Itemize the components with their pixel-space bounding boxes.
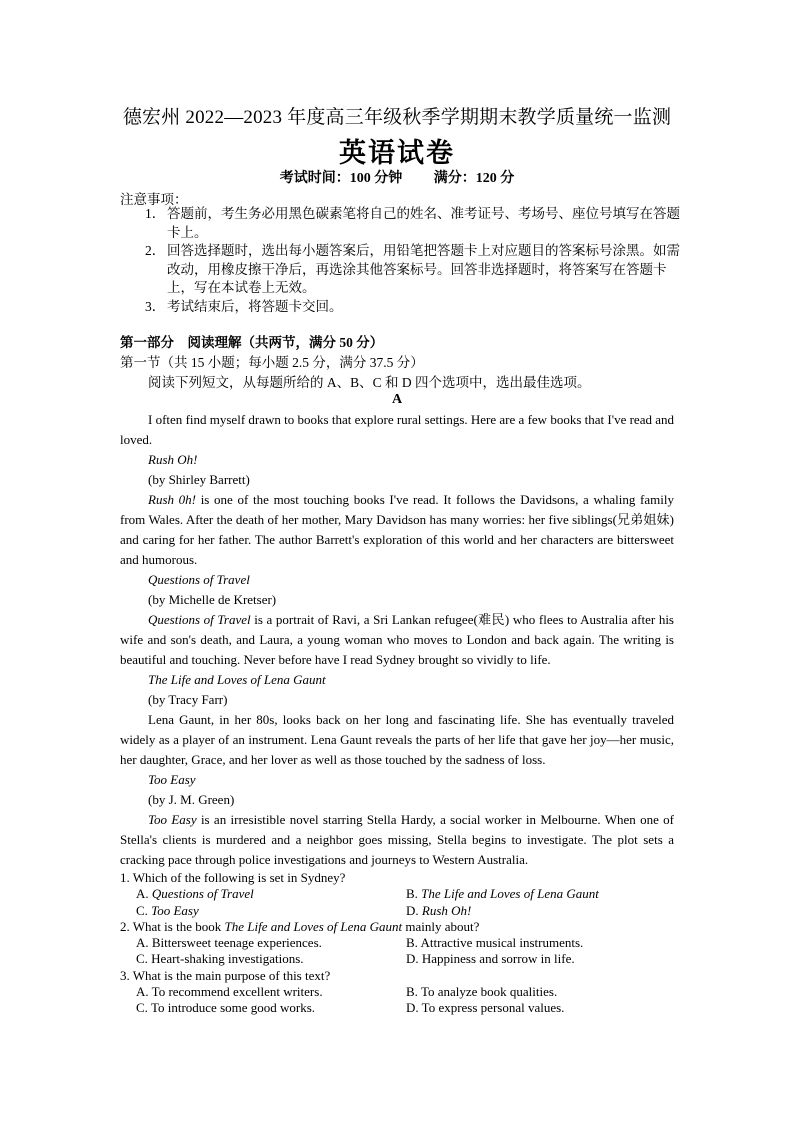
- option-c[interactable]: C. Heart-shaking investigations.: [136, 951, 304, 967]
- book-description: Questions of Travel is a portrait of Ravi, a Sri Lankan refugee(难民) who flees to Australia after his wife and son's death, and Laura, a young woman who moves to London and back again. The writing is beautiful and touching. Never before have I read Sydney brought so vividly to life.: [120, 612, 674, 667]
- book-title: Questions of Travel: [148, 572, 250, 587]
- exam-meta: [0, 167, 794, 187]
- passage-body: [120, 410, 674, 870]
- note-number: 3．: [145, 298, 166, 314]
- option-d[interactable]: D. Rush Oh!: [406, 902, 472, 918]
- section1-instruction: 阅读下列短文，从每题所给的 A、B、C 和 D 四个选项中，选出最佳选项。: [148, 375, 591, 390]
- option-d[interactable]: D. To express personal values.: [406, 1000, 565, 1016]
- option-b[interactable]: B. To analyze book qualities.: [406, 984, 558, 1000]
- passage-letter: A: [391, 392, 403, 407]
- note-item: [145, 242, 685, 298]
- note-number: 2．: [145, 243, 166, 258]
- book-author: (by Shirley Barrett): [148, 472, 250, 487]
- note-text: 答题前，考生务必用黑色碳素笔将自己的姓名、准考证号、考场号、座位号填写在答题卡上。: [167, 206, 680, 240]
- question-stem: 3. What is the main purpose of this text?: [120, 967, 331, 983]
- question-options: [120, 935, 680, 968]
- book-description: Lena Gaunt, in her 80s, looks back on her long and fascinating life. She has eventually traveled widely as a player of an instrument. Lena Gaunt reveals the parts of her life that gave her joy—her music, her daughter, Grace, and her lover as well as those touched by the sadness of loss.: [120, 712, 674, 767]
- option-b[interactable]: B. The Life and Loves of Lena Gaunt: [406, 886, 599, 902]
- book-author: (by Michelle de Kretser): [148, 592, 277, 607]
- book-title: Too Easy: [148, 772, 196, 787]
- book-author: (by Tracy Farr): [148, 692, 228, 707]
- full-score: 满分：120 分: [433, 171, 515, 186]
- exam-title-line1: 德宏州 2022—2023 年度高三年级秋季学期期末教学质量统一监测: [122, 107, 672, 128]
- exam-time: 考试时间：100 分钟: [279, 171, 403, 186]
- book-description: Rush 0h! is one of the most touching books I've read. It follows the Davidsons, a whaling family from Wales. After the death of her mother, Mary Davidson has many worries: her five siblings(兄弟姐妹) and caring for her father. The author Barrett's exploration of this world and her characters are bittersweet and humorous.: [120, 492, 674, 567]
- notes-heading: 注意事项：: [120, 192, 188, 207]
- question-options: [120, 886, 680, 919]
- note-item: [145, 205, 685, 242]
- option-c[interactable]: C. To introduce some good works.: [136, 1000, 316, 1016]
- note-text: 回答选择题时，选出每小题答案后，用铅笔把答题卡上对应题目的答案标号涂黑。如需改动，用橡皮擦干净后，再选涂其他答案标号。回答非选择题时，将答案写在答题卡上，写在本试卷上无效。: [167, 243, 680, 295]
- note-text: 考试结束后，将答题卡交回。: [167, 298, 343, 314]
- note-number: 1．: [145, 206, 166, 221]
- book-author: (by J. M. Green): [148, 792, 235, 807]
- option-d[interactable]: D. Happiness and sorrow in life.: [406, 951, 575, 967]
- questions: [120, 870, 680, 1017]
- passage-intro: I often find myself drawn to books that explore rural settings. Here are a few books that I've read and loved.: [120, 412, 674, 447]
- option-b[interactable]: B. Attractive musical instruments.: [406, 935, 584, 951]
- book-title: Rush Oh!: [148, 452, 198, 467]
- part1-heading: 第一部分 阅读理解（共两节，满分 50 分）: [120, 335, 384, 350]
- book-title: The Life and Loves of Lena Gaunt: [148, 672, 326, 687]
- option-a[interactable]: A. Bittersweet teenage experiences.: [136, 935, 322, 951]
- book-description: Too Easy is an irresistible novel starring Stella Hardy, a social worker in Melbourne. When one of Stella's clients is murdered and a neighbor goes missing, Stella begins to investigate. The plot sets a cracking pace through police investigations and journeys to Western Australia.: [120, 812, 674, 867]
- question-options: [120, 984, 680, 1017]
- note-item: [145, 298, 685, 317]
- question-stem: 1. Which of the following is set in Sydney?: [120, 870, 346, 885]
- option-a[interactable]: A. To recommend excellent writers.: [136, 984, 323, 1000]
- section1-heading: 第一节（共 15 小题；每小题 2.5 分，满分 37.5 分）: [120, 355, 424, 370]
- option-c[interactable]: C. Too Easy: [136, 902, 199, 918]
- exam-title-subject: 英语试卷: [339, 138, 455, 168]
- notes-list: [145, 205, 685, 316]
- option-a[interactable]: A. Questions of Travel: [136, 886, 254, 902]
- question-stem: 2. What is the book The Life and Loves of Lena Gaunt mainly about?: [120, 918, 480, 934]
